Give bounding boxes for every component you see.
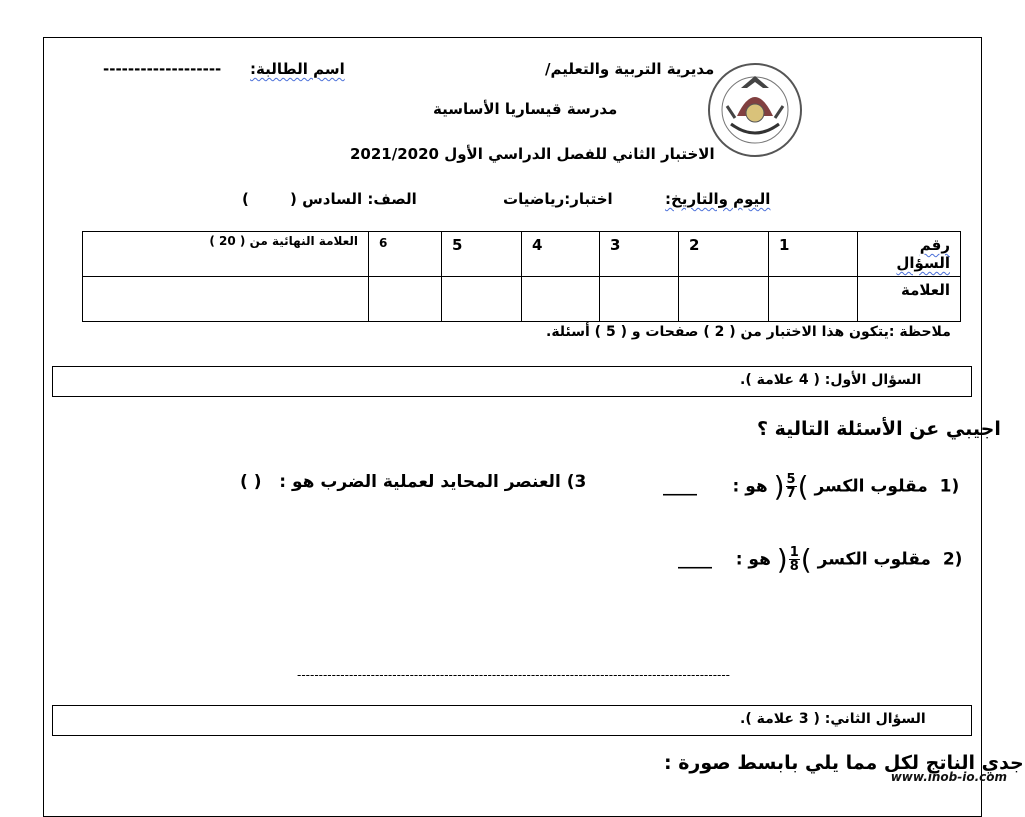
item-3: [240, 472, 586, 492]
directorate-label: مديرية التربية والتعليم/: [545, 60, 715, 78]
item-1-fraction: $\frac{5}{7}$: [786, 472, 796, 501]
table-row: [83, 277, 961, 322]
student-name-blank[interactable]: -------------------: [103, 60, 222, 78]
item-1: ____ هو : ) $\frac{5}{7}$ ( مقلوب الكسر 1): [663, 470, 960, 503]
mark-cell-2[interactable]: [679, 277, 769, 322]
question-2-instruction: جدي الناتج لكل مما يلي بابسط صورة :: [664, 752, 1024, 774]
question-4-cell: 4: [522, 232, 600, 277]
grade-close: ): [242, 190, 249, 208]
question-1-instruction: اجيبي عن الأسئلة التالية ؟: [757, 418, 1001, 440]
item-2-fraction: $\frac{1}{8}$: [789, 545, 799, 574]
question-1-header: السؤال الأول: ( 4 علامة ).: [740, 372, 922, 388]
item-1-text: مقلوب الكسر: [814, 476, 928, 497]
item-2-tail: هو :: [735, 549, 771, 570]
watermark: www.inob-io.com: [890, 770, 1007, 784]
question-6-cell: 6: [369, 232, 442, 277]
item-2-blank[interactable]: ____: [678, 549, 712, 570]
school-name: مدرسة قيساريا الأساسية: [433, 100, 618, 118]
item-1-tail: هو :: [732, 476, 768, 497]
item-1-number: 1): [939, 476, 960, 497]
student-name-label: اسم الطالبة:: [250, 60, 345, 78]
item-3-blank[interactable]: ( ): [240, 472, 262, 492]
question-5-cell: 5: [442, 232, 522, 277]
exam-note: ملاحظة :يتكون هذا الاختبار من ( 2 ) صفحات و ( 5 ) أسئلة.: [546, 324, 951, 340]
final-mark-header: العلامة النهائية من ( 20 ): [83, 232, 369, 277]
item-3-text: 3) العنصر المحايد لعملية الضرب هو :: [279, 472, 587, 492]
item-2-text: مقلوب الكسر: [817, 549, 931, 570]
question-1-cell: 1: [769, 232, 858, 277]
mark-cell-4[interactable]: [522, 277, 600, 322]
mark-cell-3[interactable]: [600, 277, 679, 322]
grade-label: الصف: السادس (: [290, 190, 417, 208]
mark-row-label: العلامة: [858, 277, 961, 322]
question-number-header: رقم السؤال: [858, 232, 961, 277]
item-1-blank[interactable]: ____: [663, 476, 697, 497]
question-2-cell: 2: [679, 232, 769, 277]
subject-label: اختبار:رياضيات: [503, 190, 613, 208]
section-separator: ----------------------------------------------------------------------------------------------------: [297, 668, 731, 682]
exam-title: الاختبار الثاني للفصل الدراسي الأول 2021/2020: [350, 145, 715, 163]
marks-table: [82, 231, 961, 322]
table-row: [83, 232, 961, 277]
item-2-number: 2): [942, 549, 963, 570]
mark-cell-1[interactable]: [769, 277, 858, 322]
question-3-cell: 3: [600, 232, 679, 277]
mark-cell-5[interactable]: [442, 277, 522, 322]
day-date-label: اليوم والتاريخ:: [665, 190, 771, 208]
mark-cell-6[interactable]: [369, 277, 442, 322]
final-mark-cell[interactable]: [83, 277, 369, 322]
question-2-header: السؤال الثاني: ( 3 علامة ).: [740, 711, 926, 727]
item-2: ____ هو : ) $\frac{1}{8}$ ( مقلوب الكسر 2): [678, 543, 963, 576]
